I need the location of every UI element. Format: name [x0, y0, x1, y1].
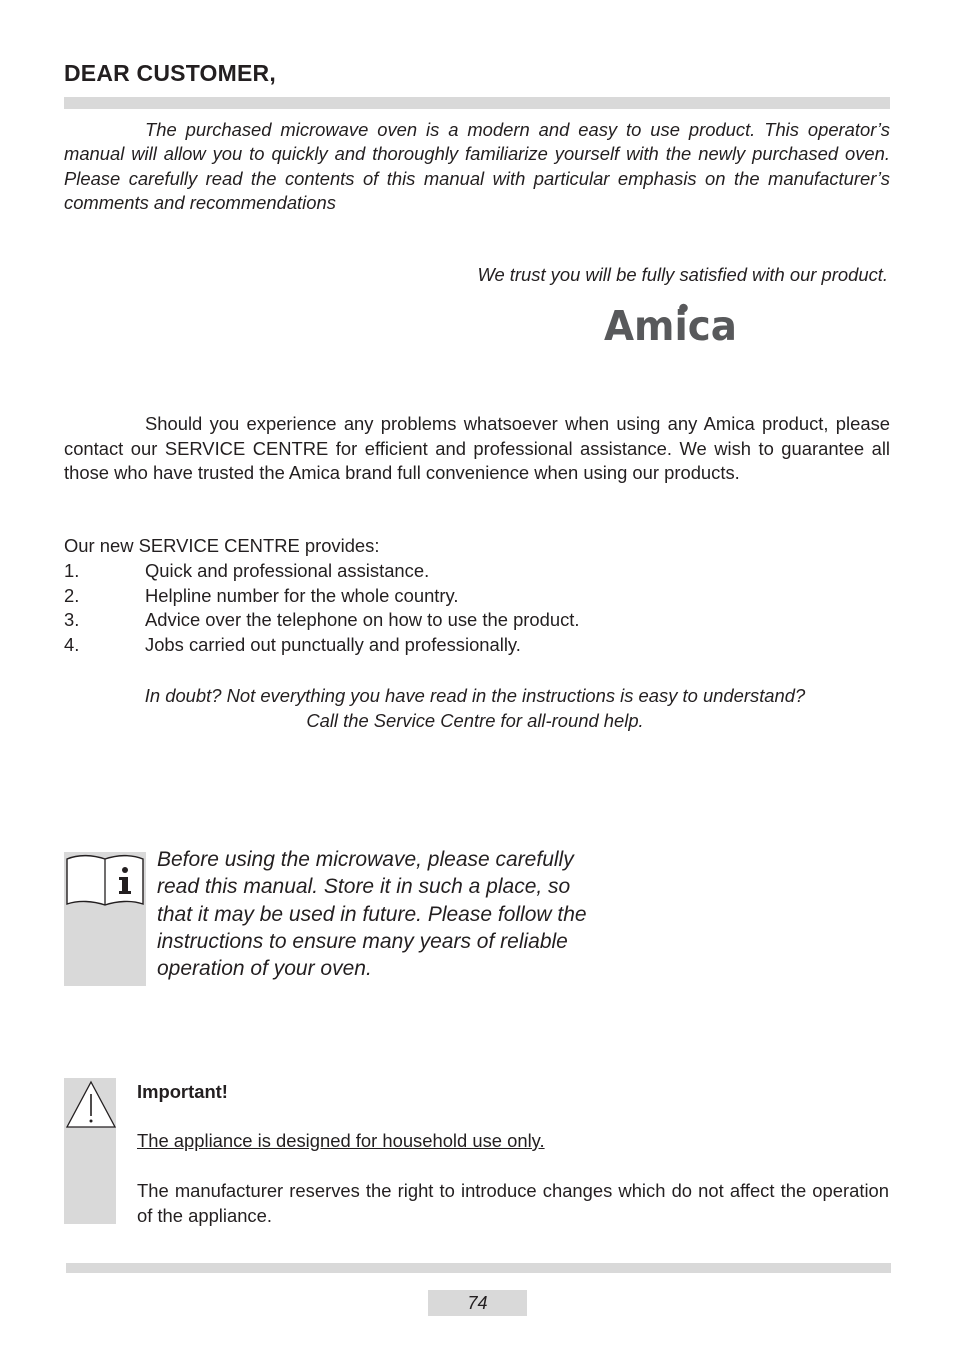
doubt-note	[64, 683, 886, 733]
list-item-text: Quick and professional assistance.	[145, 560, 430, 581]
amica-logo	[604, 300, 744, 351]
logo-wordmark: Amica	[604, 302, 737, 346]
doubt-line-1: In doubt? Not everything you have read in the instructions is easy to understand?	[144, 685, 806, 706]
warning-icon-box	[64, 1078, 116, 1224]
household-use-note: The appliance is designed for household use only.	[137, 1130, 545, 1151]
header-divider	[64, 97, 890, 109]
info-book-icon	[65, 853, 147, 909]
info-note-text: Before using the microwave, please carefully read this manual. Store it in such a place, so that it may be used in future. Please follow the instructions to ensure many years of reliable operation of your oven.	[157, 848, 587, 981]
list-item	[64, 608, 580, 633]
list-item	[64, 559, 580, 584]
trust-statement: We trust you will be fully satisfied with our product.	[477, 264, 888, 285]
info-icon-box	[64, 852, 146, 986]
list-item-text: Jobs carried out punctually and professionally.	[145, 633, 521, 655]
intro-text: The purchased microwave oven is a modern and easy to use product. This operator’s manual will allow you to quickly and thoroughly familiarize yourself with the newly purchased oven. Please carefully read the contents of this manual with particular emphasis on the manufacturer’s comments and recommendations	[64, 119, 890, 213]
page-title: DEAR CUSTOMER,	[64, 60, 276, 86]
important-heading: Important!	[137, 1081, 228, 1102]
service-provides-label: Our new SERVICE CENTRE provides:	[64, 535, 380, 556]
doubt-line-2: Call the Service Centre for all-round help.	[306, 710, 644, 731]
list-item	[64, 633, 580, 658]
list-item-text: Helpline number for the whole country.	[145, 584, 459, 606]
list-item-number: 4.	[64, 633, 80, 655]
list-item-number: 2.	[64, 584, 80, 606]
warning-triangle-icon	[65, 1079, 117, 1131]
page-number: 74	[428, 1290, 527, 1316]
list-item-number: 1.	[64, 560, 80, 581]
manufacturer-note: The manufacturer reserves the right to introduce changes which do not affect the operation of the appliance.	[137, 1180, 889, 1226]
intro-paragraph	[64, 118, 890, 215]
service-text: Should you experience any problems whatsoever when using any Amica product, please contact our SERVICE CENTRE for efficient and professional assistance. We wish to guarantee all those who have trusted the Amica brand full convenience when using our products.	[64, 413, 890, 483]
footer-divider	[66, 1263, 891, 1273]
list-item-text: Advice over the telephone on how to use the product.	[145, 609, 580, 630]
list-item	[64, 584, 580, 609]
service-list	[64, 559, 580, 657]
service-paragraph	[64, 412, 890, 486]
list-item-number: 3.	[64, 609, 80, 630]
